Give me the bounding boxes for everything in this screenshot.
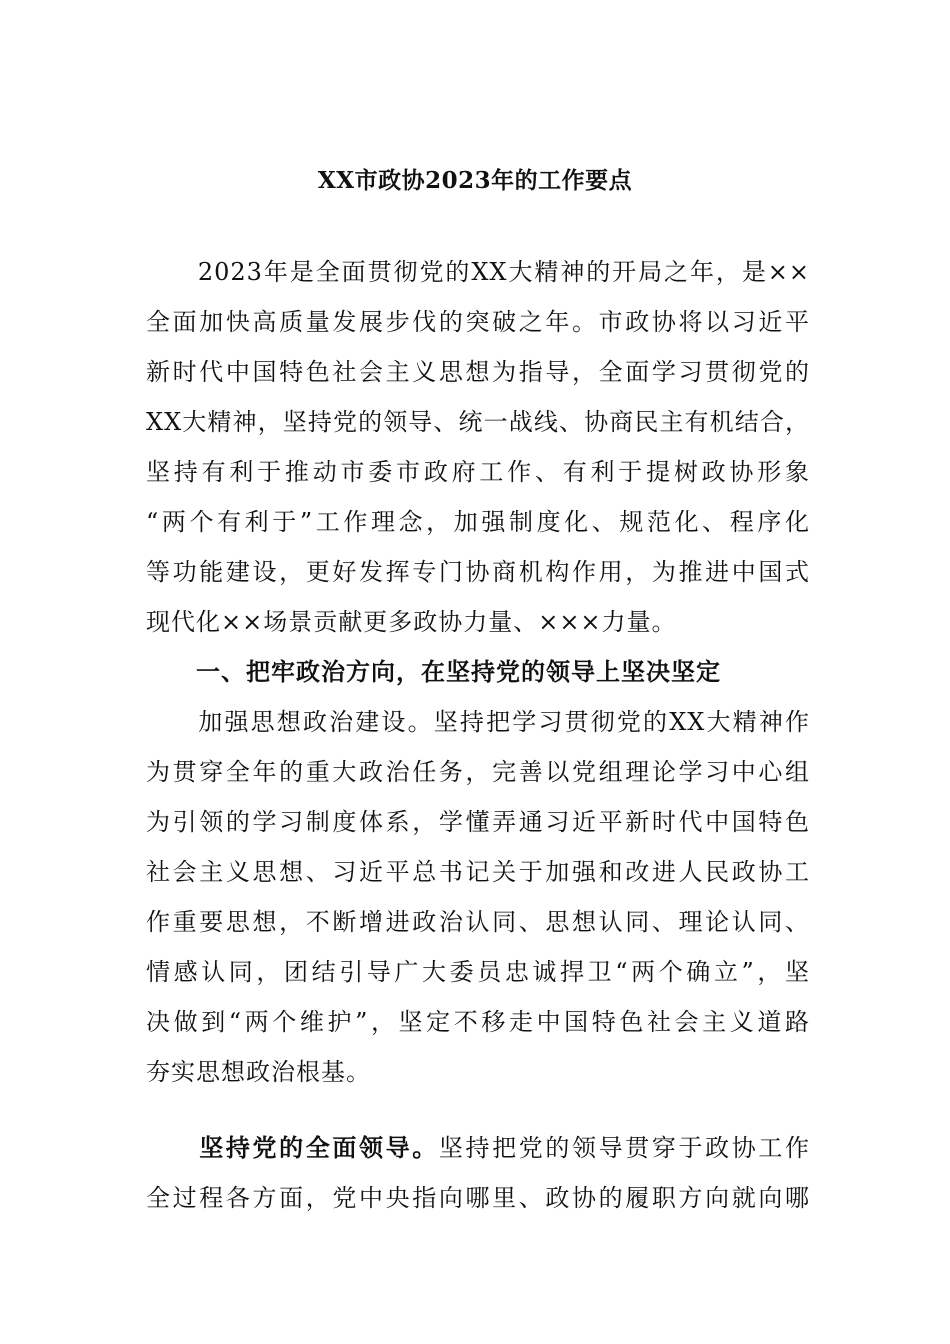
text-line: 全面加快高质量发展步伐的突破之年。市政协将以习近平 <box>146 308 810 336</box>
paragraph-intro <box>146 247 810 647</box>
paragraph-lead-rest: 坚持把党的领导贯穿于政协工作 <box>438 1134 810 1162</box>
section-heading: 一、把牢政治方向，在坚持党的领导上坚决坚定 <box>146 657 721 686</box>
text-line: 2023年是全面贯彻党的XX大精神的开局之年，是×× <box>146 258 810 286</box>
text-line: 等功能建设，更好发挥专门协商机构作用，为推进中国式 <box>146 558 810 586</box>
paragraph-lead: 坚持党的全面领导。 <box>146 1133 439 1162</box>
document-body <box>146 247 810 1223</box>
text-line: 现代化××场景贡献更多政协力量、×××力量。 <box>146 608 677 636</box>
text-line: “两个有利于”工作理念，加强制度化、规范化、程序化 <box>146 508 810 536</box>
document-title: XX市政协2023年的工作要点 <box>317 167 633 194</box>
paragraph-leadership <box>146 1123 810 1223</box>
paragraph-gap <box>146 1097 810 1123</box>
text-line: 夯实思想政治根基。 <box>146 1058 371 1086</box>
text-line: 为贯穿全年的重大政治任务，完善以党组理论学习中心组 <box>146 758 810 786</box>
text-line: 新时代中国特色社会主义思想为指导，全面学习贯彻党的 <box>146 358 810 386</box>
text-line: 情感认同，团结引导广大委员忠诚捍卫“两个确立”，坚 <box>146 958 810 986</box>
text-line: 为引领的学习制度体系，学懂弄通习近平新时代中国特色 <box>146 808 810 836</box>
text-line: 加强思想政治建设。坚持把学习贯彻党的XX大精神作 <box>146 708 810 736</box>
text-line: XX大精神，坚持党的领导、统一战线、协商民主有机结合， <box>146 408 810 436</box>
text-line <box>146 1123 810 1173</box>
text-line: 决做到“两个维护”，坚定不移走中国特色社会主义道路 <box>146 1008 810 1036</box>
text-line: 作重要思想，不断增进政治认同、思想认同、理论认同、 <box>146 908 810 936</box>
text-line: 全过程各方面，党中央指向哪里、政协的履职方向就向哪 <box>146 1184 810 1212</box>
text-line: 社会主义思想、习近平总书记关于加强和改进人民政协工 <box>146 858 810 886</box>
paragraph-ideological <box>146 697 810 1097</box>
text-line: 坚持有利于推动市委市政府工作、有利于提树政协形象 <box>146 458 810 486</box>
